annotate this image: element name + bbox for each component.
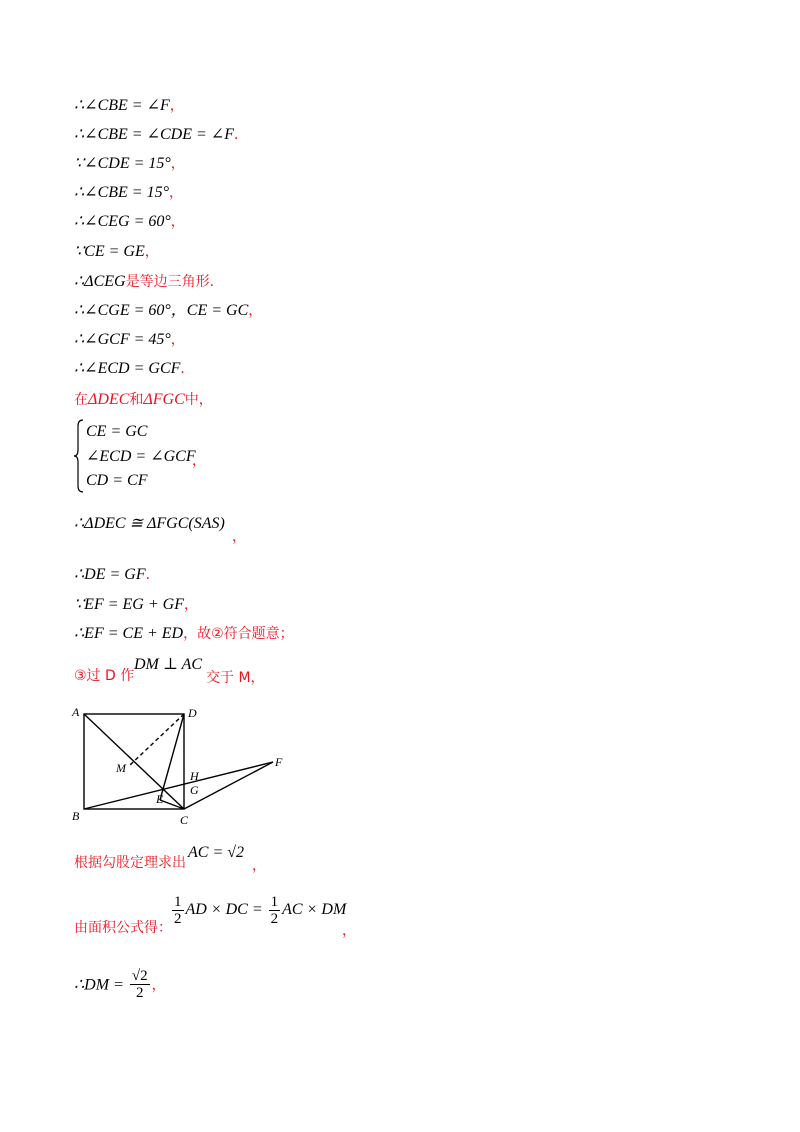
proof-line-9 bbox=[74, 330, 185, 350]
pythag-math: AC = √2 bbox=[188, 844, 245, 861]
math: ∴DE = GF bbox=[74, 566, 146, 583]
proof-line-2 bbox=[74, 125, 248, 145]
segment-bf bbox=[84, 762, 273, 809]
proof-line-6 bbox=[74, 242, 159, 262]
pythag-punct: ， bbox=[252, 858, 266, 874]
punct: ， bbox=[183, 597, 198, 613]
punct: ， bbox=[144, 244, 159, 260]
in-triangles-line bbox=[74, 390, 213, 410]
math: ∴∠CBE = ∠CDE = ∠F bbox=[74, 126, 234, 143]
math: ∴ΔDEC ≅ ΔFGC(SAS) bbox=[74, 515, 225, 532]
after-line-2 bbox=[74, 595, 198, 615]
fraction-half-1: $\frac{1}{2}$ bbox=[174, 894, 182, 927]
punct: ． bbox=[145, 567, 160, 583]
diagonal-ac bbox=[84, 714, 184, 809]
label-a: A bbox=[72, 705, 80, 719]
punct: ． bbox=[180, 361, 195, 377]
label-d: D bbox=[188, 706, 197, 720]
proof-line-8 bbox=[74, 301, 262, 321]
congruence-punct: ， bbox=[232, 529, 246, 545]
label-h: H bbox=[190, 769, 199, 783]
area-left: AD × DC = bbox=[185, 901, 263, 919]
text: 根据勾股定理求出 bbox=[74, 855, 186, 871]
triangle-1: ΔDEC bbox=[88, 391, 130, 408]
proof-line-3 bbox=[74, 154, 185, 174]
math: ∴∠ECD = GCF bbox=[74, 360, 181, 377]
system-row-2: ∠ECD = ∠GCF bbox=[86, 448, 196, 465]
text: ，故②符合题意； bbox=[183, 626, 294, 642]
label-e: E bbox=[156, 792, 164, 806]
proof-line-5 bbox=[74, 212, 185, 232]
step3-suffix: 交于 M， bbox=[206, 670, 265, 686]
punct: ， bbox=[170, 214, 185, 230]
triangle-2: ΔFGC bbox=[143, 391, 185, 408]
math: ∴∠CBE = 15° bbox=[74, 184, 169, 201]
proof-line-4 bbox=[74, 183, 183, 203]
math: ∴∠CBE = ∠F bbox=[74, 97, 170, 114]
area-right: AC × DM bbox=[282, 901, 347, 919]
prefix: ③过 D 作 bbox=[74, 668, 135, 684]
math: ∴∠CEG = 60° bbox=[74, 213, 171, 230]
dm-prefix: ∴DM = bbox=[74, 976, 124, 994]
pythag-line bbox=[74, 853, 186, 873]
math: ∵∠CDE = 15° bbox=[74, 155, 171, 172]
step3-math: DM ⊥ AC bbox=[134, 656, 203, 673]
segment-dm-dashed bbox=[130, 714, 184, 765]
suffix: 中， bbox=[184, 392, 213, 408]
math: ∴ΔCEG bbox=[74, 273, 126, 290]
geometry-diagram bbox=[68, 702, 292, 830]
label-f: F bbox=[275, 755, 283, 769]
system-row-3: CD = CF bbox=[86, 472, 148, 489]
punct: ， bbox=[169, 185, 183, 201]
math: ∵CE = GE bbox=[74, 243, 145, 260]
math: ∴∠CGE = 60°，CE = GC bbox=[74, 302, 249, 319]
label-c: C bbox=[180, 813, 189, 827]
proof-line-7 bbox=[74, 272, 214, 292]
text: 是等边三角形. bbox=[125, 274, 215, 290]
and: 和 bbox=[129, 392, 144, 408]
fraction-half-2: $\frac{1}{2}$ bbox=[270, 894, 279, 927]
left-brace bbox=[74, 418, 86, 494]
text: 由面积公式得： bbox=[74, 920, 172, 936]
punct: ． bbox=[233, 127, 248, 143]
equation-system bbox=[74, 418, 274, 494]
area-formula bbox=[170, 894, 346, 927]
proof-line-1 bbox=[74, 96, 184, 116]
punct: ， bbox=[248, 303, 263, 319]
after-line-1 bbox=[74, 565, 160, 585]
punct: ， bbox=[170, 332, 185, 348]
fraction-root2-over-2: $\frac{√2}{2}$ bbox=[131, 968, 148, 1001]
area-line-label bbox=[74, 918, 172, 938]
system-punct: ， bbox=[192, 453, 206, 469]
area-punct: ， bbox=[342, 923, 356, 939]
label-b: B bbox=[72, 809, 80, 823]
math: ∴EF = CE + ED bbox=[74, 625, 184, 642]
congruence-line bbox=[74, 514, 225, 534]
label-m: M bbox=[116, 761, 126, 775]
after-line-3 bbox=[74, 624, 294, 644]
proof-line-10 bbox=[74, 359, 194, 379]
punct: ， bbox=[169, 98, 184, 114]
system-row-1: CE = GC bbox=[86, 423, 148, 440]
dm-punct: ， bbox=[151, 977, 166, 994]
punct: ， bbox=[170, 156, 185, 172]
math: ∵EF = EG + GF bbox=[74, 596, 184, 613]
math: ∴∠GCF = 45° bbox=[74, 331, 171, 348]
label-g: G bbox=[190, 783, 199, 797]
segment-ec bbox=[160, 800, 184, 809]
step3-line bbox=[74, 666, 134, 686]
prefix: 在 bbox=[74, 392, 88, 408]
dm-result bbox=[74, 968, 166, 1001]
